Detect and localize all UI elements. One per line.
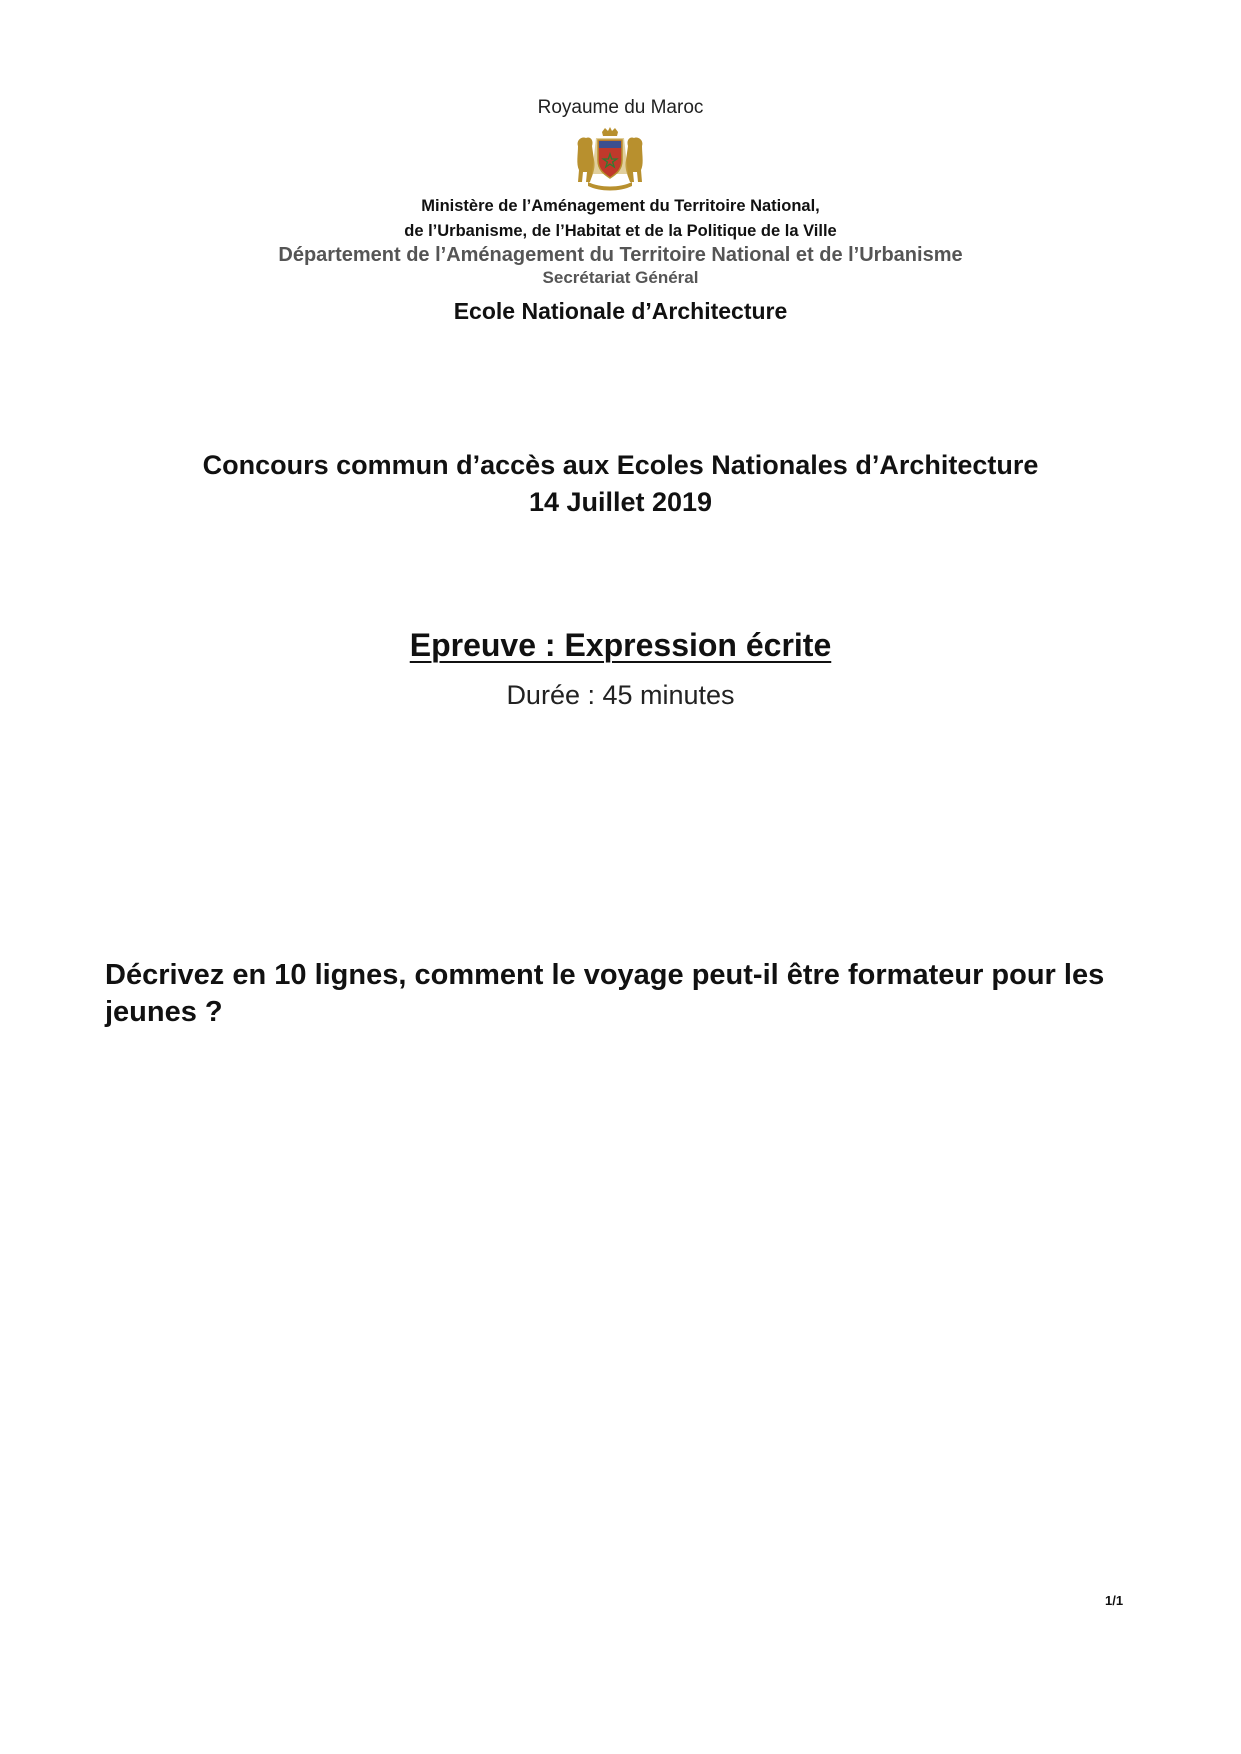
school-name: Ecole Nationale d’Architecture bbox=[453, 298, 788, 324]
secretariat-label: Secrétariat Général bbox=[542, 268, 699, 287]
department-name: Département de l’Aménagement du Territoire National et de l’Urbanisme bbox=[278, 244, 963, 266]
contest-title: Concours commun d’accès aux Ecoles Nationales d’Architecture bbox=[202, 450, 1039, 480]
page-number: 1/1 bbox=[1105, 1593, 1124, 1608]
ministry-line-1: Ministère de l’Aménagement du Territoire National, bbox=[421, 197, 820, 215]
exam-title: Epreuve : Expression écrite bbox=[409, 627, 832, 663]
kingdom-label: Royaume du Maroc bbox=[537, 97, 704, 118]
exam-duration: Durée : 45 minutes bbox=[506, 680, 735, 710]
exam-question: Décrivez en 10 lignes, comment le voyage peut-il être formateur pour les jeunes ? bbox=[105, 959, 1105, 1028]
coat-of-arms-emblem bbox=[572, 126, 648, 192]
contest-date: 14 Juillet 2019 bbox=[528, 487, 713, 517]
ministry-line-2: de l’Urbanisme, de l’Habitat et de la Politique de la Ville bbox=[404, 222, 837, 240]
